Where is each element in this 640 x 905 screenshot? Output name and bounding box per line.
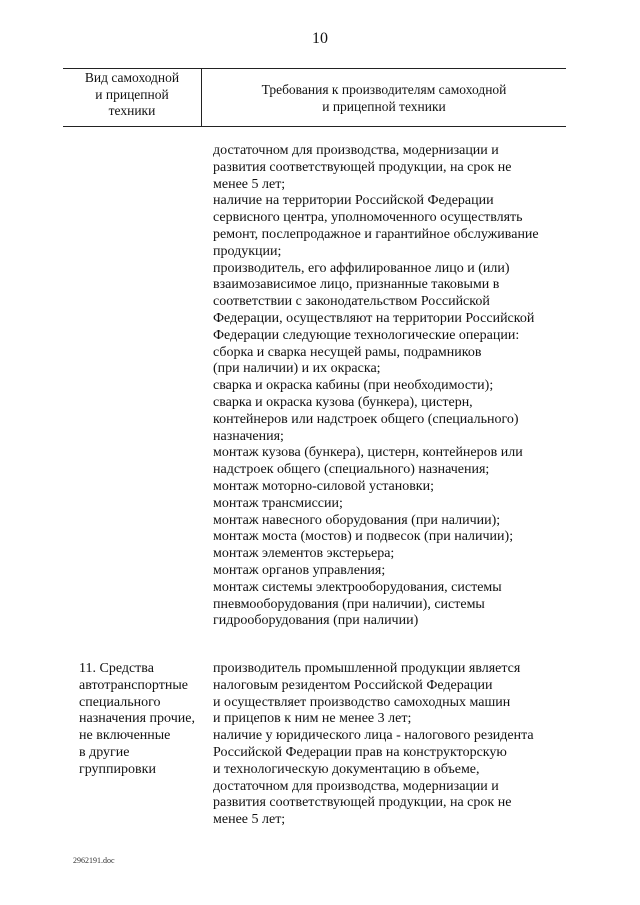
document-footer: 2962191.doc	[73, 856, 115, 865]
header-vehicle-type: Вид самоходной и прицепной техники	[84, 70, 180, 118]
row-11-category: 11. Средства автотранспортные специального назначения прочие, не включенные в другие группировки	[79, 661, 195, 777]
table-header-top-rule	[63, 68, 566, 69]
row-11-requirements: производитель промышленной продукции является налоговым резидентом Российской Федерации и осуществляет производство самоходных машин и прицепов к ним не менее 3 лет; наличие у юридического лица - налогового резидента Российской Федерации прав на конструкторскую и технологическую документацию в объеме, достаточном для производства, модернизации и развития соответствующей продукции, на срок не менее 5 лет;	[213, 661, 534, 828]
header-requirements: Требования к производителям самоходной и прицепной техники	[261, 82, 507, 114]
table-header-bottom-rule	[63, 126, 566, 127]
continued-requirements-text: достаточном для производства, модернизации и развития соответствующей продукции, на срок не менее 5 лет; наличие на территории Российской Федерации сервисного центра, уполномоченного осуществлять ремонт, послепродажное и гарантийное обслуживание продукции; производитель, его аффилированное лицо и (или) взаимозависимое лицо, признанные таковыми в соответствии с законодательством Российской Федерации, осуществляют на территории Российской Федерации следующие технологические операции: сборка и сварка несущей рамы, подрамников (при наличии) и их окраска; сварка и окраска кабины (при необходимости); сварка и окраска кузова (бункера), цистерн, контейнеров или надстроек общего (специального) назначения; монтаж кузова (бункера), цистерн, контейнеров или надстроек общего (специального) назначения; монтаж моторно-силовой установки; монтаж трансмиссии; монтаж навесного оборудования (при наличии); монтаж моста (мостов) и подвесок (при наличии); монтаж элементов экстерьера; монтаж органов управления; монтаж системы электрооборудования, системы пневмооборудования (при наличии), системы гидрооборудования (при наличии)	[213, 143, 539, 629]
page-number: 10	[312, 30, 328, 47]
